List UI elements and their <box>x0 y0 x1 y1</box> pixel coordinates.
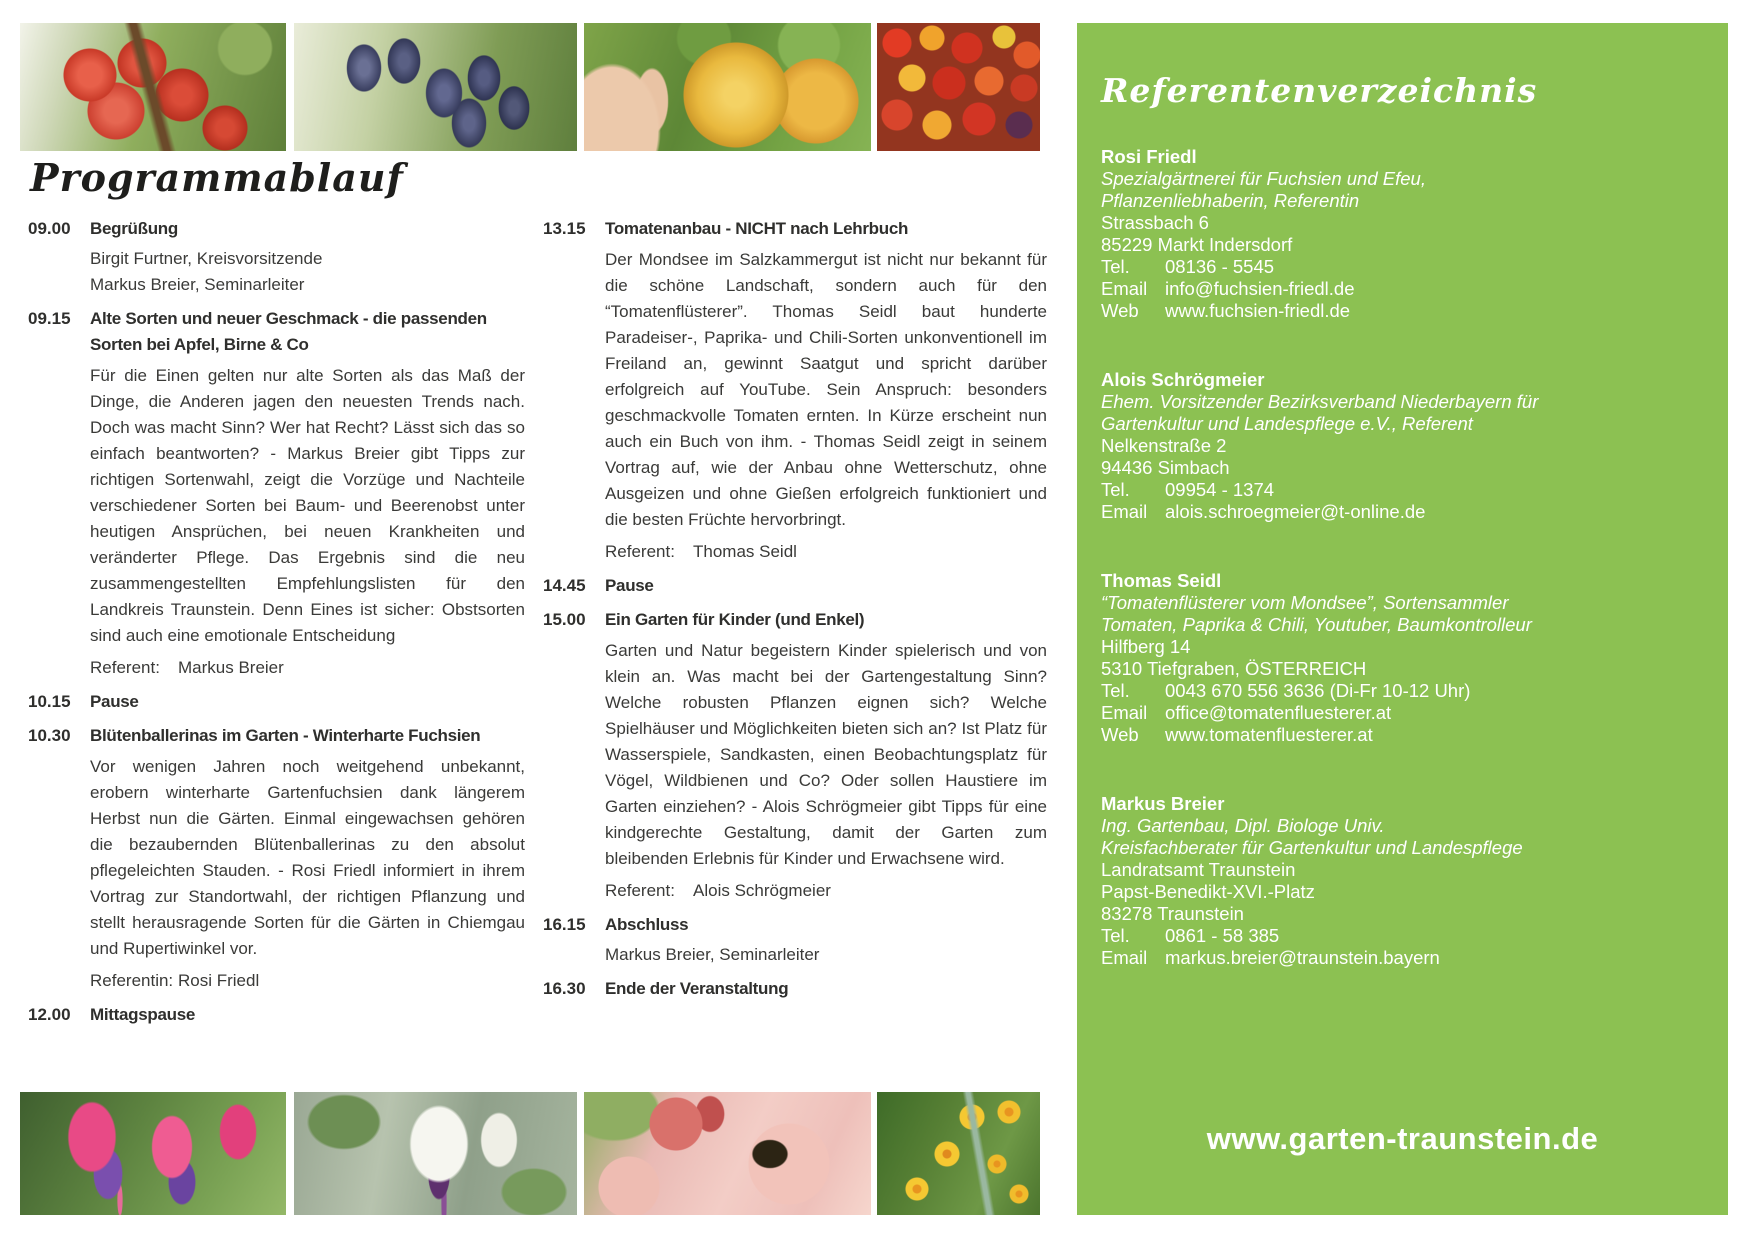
speaker-phone <box>1101 256 1714 278</box>
referent-label: Referentin: <box>90 971 174 990</box>
email-label: Email <box>1101 278 1148 299</box>
speaker-address: Papst-Benedikt-XVI.-Platz <box>1101 881 1315 902</box>
item-description: Für die Einen gelten nur alte Sorten als das Maß der Dinge, die Anderen jagen den neuesten Trends nach. Doch was macht Sinn? Wer hat Recht? Lässt sich das so einfach beantworten? - Markus Breier gibt Tipps zur richtigen Sortenwahl, zeigt die Vorzüge und Nachteile verschiedener Sorten bei Baum- und Beerenobst unter heutigen Ansprüchen, bei neuen Krankheiten und veränderter Pflege. Das Ergebnis sind die neu zusammengestellten Empfehlungslisten für den Landkreis Traunstein. Denn Eines ist sicher: Obstsorten sind auch eine emotionale Entscheidung <box>90 366 525 645</box>
item-title: Ein Garten für Kinder (und Enkel) <box>605 610 865 629</box>
item-content <box>605 912 1047 968</box>
referent-name: Rosi Friedl <box>178 971 260 990</box>
email-value: alois.schroegmeier@t-online.de <box>1165 501 1426 522</box>
web-label: Web <box>1101 724 1139 745</box>
email-value: markus.breier@traunstein.bayern <box>1165 947 1440 968</box>
speaker-markus-breier <box>1101 793 1714 969</box>
speaker-role: “Tomatenflüsterer vom Mondsee”, Sortensammler <box>1101 592 1509 613</box>
speaker-address: 83278 Traunstein <box>1101 903 1244 924</box>
photo-fuchsia-white <box>294 1092 577 1215</box>
email-value: info@fuchsien-friedl.de <box>1165 278 1355 299</box>
photo-yellow-flowers <box>877 1092 1040 1215</box>
program-item-0900 <box>28 216 525 298</box>
speaker-address: Strassbach 6 <box>1101 212 1209 233</box>
phone-label: Tel. <box>1101 925 1130 946</box>
speaker-role: Kreisfachberater für Gartenkultur und Landespflege <box>1101 837 1523 858</box>
sidebar-title: Referentenverzeichnis <box>1101 71 1538 110</box>
item-time: 14.45 <box>543 576 586 595</box>
photo-tomato-hand <box>584 23 871 151</box>
speaker-role: Gartenkultur und Landespflege e.V., Referent <box>1101 413 1473 434</box>
item-people <box>605 942 1047 968</box>
phone-value: 08136 - 5545 <box>1165 256 1275 277</box>
item-time: 10.15 <box>28 692 71 711</box>
item-person: Birgit Furtner, Kreisvorsitzende <box>90 249 323 268</box>
phone-value: 0043 670 556 3636 (Di-Fr 10-12 Uhr) <box>1165 680 1471 701</box>
item-content <box>605 216 1047 565</box>
speaker-address: Landratsamt Traunstein <box>1101 859 1296 880</box>
item-time: 16.15 <box>543 915 586 934</box>
program-column-left <box>28 216 525 1036</box>
speaker-email <box>1101 278 1714 300</box>
program-item-1315 <box>543 216 1047 565</box>
item-people <box>90 246 525 298</box>
speaker-role: Ehem. Vorsitzender Bezirksverband Niederbayern für <box>1101 391 1539 412</box>
program-item-1015 <box>28 689 525 715</box>
speaker-email <box>1101 702 1714 724</box>
referent-line <box>90 655 525 681</box>
program-item-1030 <box>28 723 525 994</box>
phone-label: Tel. <box>1101 256 1130 277</box>
web-label: Web <box>1101 300 1139 321</box>
website-url: www.garten-traunstein.de <box>1206 1121 1599 1156</box>
speaker-directory-panel <box>1077 23 1728 1215</box>
speaker-alois-schroegmeier <box>1101 369 1714 523</box>
program-item-1200 <box>28 1002 525 1028</box>
program-column-right <box>543 216 1047 1010</box>
speaker-name: Alois Schrögmeier <box>1101 369 1265 390</box>
item-content <box>90 723 525 994</box>
speaker-name: Markus Breier <box>1101 793 1225 814</box>
photo-plums <box>294 23 577 151</box>
speaker-thomas-seidl <box>1101 570 1714 746</box>
referent-name: Thomas Seidl <box>693 542 797 561</box>
item-content <box>90 306 525 681</box>
referent-label: Referent: <box>605 881 675 900</box>
phone-value: 09954 - 1374 <box>1165 479 1275 500</box>
speaker-email <box>1101 947 1714 969</box>
item-content <box>90 216 525 298</box>
item-description: Vor wenigen Jahren noch weitgehend unbekannt, erobern winterharte Gartenfuchsien dank längerem Herbst nun die Gärten. Einmal eingewachsen gehören die bezaubernden Blütenballerinas zu den absolut pflegeleichten Stauden. - Rosi Friedl informiert in ihrem Vortrag zur Standortwahl, der richtigen Pflanzung und stellt herausragende Sorten für die Gärten in Chiemgau und Rupertiwinkel vor. <box>90 757 525 958</box>
item-time: 13.15 <box>543 219 586 238</box>
item-title: Alte Sorten und neuer Geschmack - die passenden <box>90 309 487 328</box>
item-time: 15.00 <box>543 610 586 629</box>
item-title: Pause <box>90 692 139 711</box>
item-content <box>90 689 525 715</box>
item-title-line2: Sorten bei Apfel, Birne & Co <box>90 335 309 354</box>
item-title: Abschluss <box>605 915 689 934</box>
phone-value: 0861 - 58 385 <box>1165 925 1280 946</box>
photo-apples <box>20 23 286 151</box>
speaker-role: Spezialgärtnerei für Fuchsien und Efeu, <box>1101 168 1426 189</box>
speaker-role: Tomaten, Paprika & Chili, Youtuber, Baumkontrolleur <box>1101 614 1532 635</box>
page-title: Programmablauf <box>30 155 404 200</box>
item-description: Der Mondsee im Salzkammergut ist nicht nur bekannt für die schöne Landschaft, sondern auch für den “Tomatenflüsterer”. Thomas Seidl baut hunderte Paradeiser-, Paprika- und Chili-Sorten unkonventionell im Freiland an, gewinnt Saatgut und spricht darüber erfolgreich auf YouTube. Sein Anspruch: besonders geschmackvolle Tomaten ernten. In Kürze erscheint nun auch ein Buch von ihm. - Thomas Seidl zeigt in seinem Vortrag auf, wie der Anbau ohne Wetterschutz, ohne Ausgeizen und ohne Gießen erfolgreich funktioniert und die besten Früchte hervorbringt. <box>605 250 1047 529</box>
referent-name: Markus Breier <box>178 658 284 677</box>
referent-name: Alois Schrögmeier <box>693 881 831 900</box>
item-title: Tomatenanbau - NICHT nach Lehrbuch <box>605 219 909 238</box>
item-person: Markus Breier, Seminarleiter <box>90 275 305 294</box>
speaker-web <box>1101 724 1714 746</box>
speaker-role: Pflanzenliebhaberin, Referentin <box>1101 190 1360 211</box>
item-description: Garten und Natur begeistern Kinder spielerisch und von klein an. Was macht bei der Gartengestaltung Sinn? Welche robusten Pflanzen eignen sich? Welche Spielhäuser und Möglichkeiten bieten sich an? Ist Platz für Wasserspiele, Sandkasten, einen Beobachtungsplatz für Vögel, Wildbienen und Co? Oder sollen Haustiere im Garten einziehen? - Alois Schrögmeier gibt Tipps für eine kindgerechte Gestaltung, damit der Garten zum bleibenden Erlebnis für Kinder und Erwachsene wird. <box>605 641 1047 868</box>
program-item-1615 <box>543 912 1047 968</box>
item-time: 12.00 <box>28 1005 71 1024</box>
referent-label: Referent: <box>605 542 675 561</box>
item-time: 10.30 <box>28 726 71 745</box>
email-label: Email <box>1101 501 1148 522</box>
item-content <box>605 573 1047 599</box>
speaker-phone <box>1101 925 1714 947</box>
phone-label: Tel. <box>1101 479 1130 500</box>
item-content <box>605 976 1047 1002</box>
speaker-web <box>1101 300 1714 322</box>
item-time: 09.15 <box>28 309 71 328</box>
speaker-address: Hilfberg 14 <box>1101 636 1191 657</box>
referent-line <box>90 968 525 994</box>
phone-label: Tel. <box>1101 680 1130 701</box>
item-title: Mittagspause <box>90 1005 196 1024</box>
photo-rose-bee <box>584 1092 871 1215</box>
program-item-1500 <box>543 607 1047 904</box>
program-item-0915 <box>28 306 525 681</box>
program-item-1630 <box>543 976 1047 1002</box>
item-title: Begrüßung <box>90 219 178 238</box>
speaker-address: 94436 Simbach <box>1101 457 1230 478</box>
email-value: office@tomatenfluesterer.at <box>1165 702 1392 723</box>
speaker-email <box>1101 501 1714 523</box>
item-content <box>90 1002 525 1028</box>
email-label: Email <box>1101 702 1148 723</box>
item-time: 16.30 <box>543 979 586 998</box>
speaker-phone <box>1101 479 1714 501</box>
web-value: www.fuchsien-friedl.de <box>1165 300 1351 321</box>
item-content <box>605 607 1047 904</box>
web-value: www.tomatenfluesterer.at <box>1165 724 1373 745</box>
speaker-role: Ing. Gartenbau, Dipl. Biologe Univ. <box>1101 815 1385 836</box>
speaker-name: Rosi Friedl <box>1101 146 1197 167</box>
speaker-rosi-friedl <box>1101 146 1714 322</box>
referent-line <box>605 878 1047 904</box>
speaker-address: Nelkenstraße 2 <box>1101 435 1227 456</box>
photo-fuchsia-pink <box>20 1092 286 1215</box>
photo-tomato-mix <box>877 23 1040 151</box>
speaker-name: Thomas Seidl <box>1101 570 1222 591</box>
item-person: Markus Breier, Seminarleiter <box>605 945 820 964</box>
speaker-address: 5310 Tiefgraben, ÖSTERREICH <box>1101 658 1367 679</box>
email-label: Email <box>1101 947 1148 968</box>
item-time: 09.00 <box>28 219 71 238</box>
speaker-address: 85229 Markt Indersdorf <box>1101 234 1293 255</box>
item-title: Pause <box>605 576 654 595</box>
item-title: Ende der Veranstaltung <box>605 979 789 998</box>
referent-line <box>605 539 1047 565</box>
item-title: Blütenballerinas im Garten - Winterharte Fuchsien <box>90 726 481 745</box>
program-item-1445 <box>543 573 1047 599</box>
referent-label: Referent: <box>90 658 160 677</box>
speaker-phone <box>1101 680 1714 702</box>
